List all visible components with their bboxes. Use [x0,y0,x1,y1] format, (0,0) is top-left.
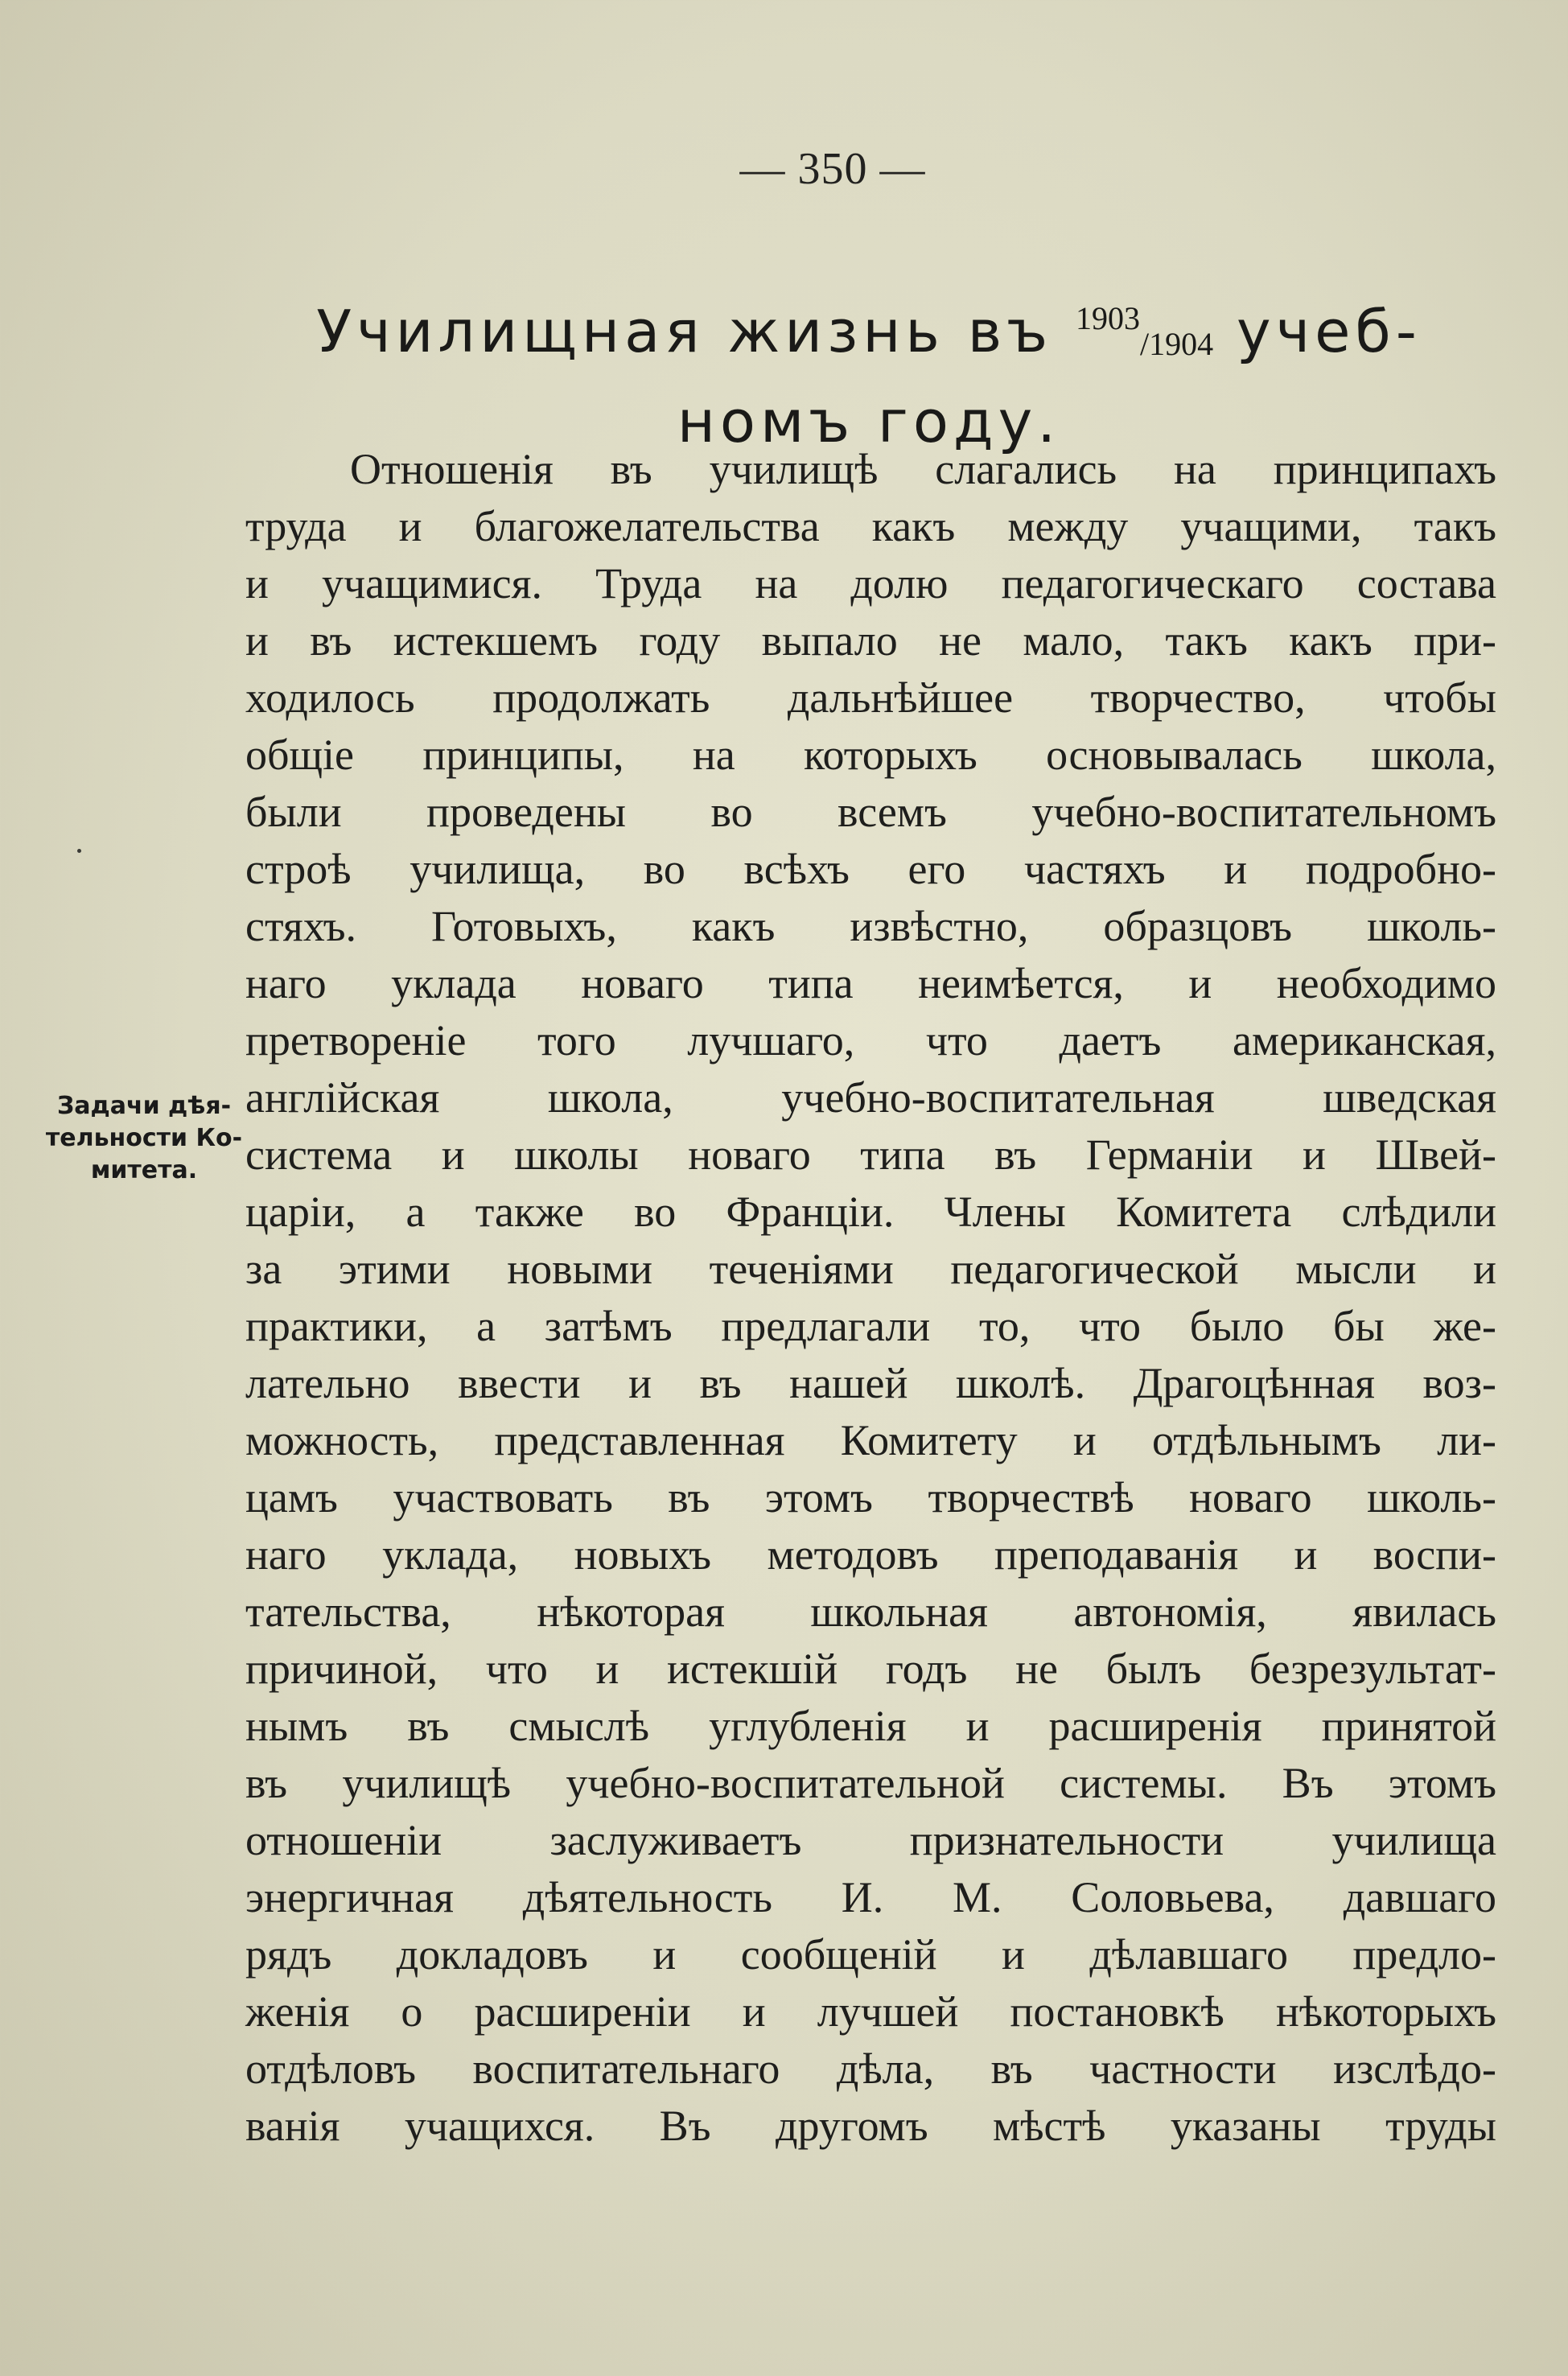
body-line: лательно ввести и въ нашей школѣ. Драгоцѣнная воз- [245,1359,1496,1407]
title-text-end: учеб- [1213,298,1422,365]
title-year-to: 1904 [1149,326,1214,362]
margin-note-line: тельности Ко- [45,1124,243,1152]
page-number: — 350 — [739,144,926,194]
body-line: система и школы новаго типа въ Германіи и Швей- [245,1130,1496,1179]
body-line: причиной, что и истекшій годъ не былъ безрезультат- [245,1645,1496,1693]
margin-note [40,1090,248,1187]
margin-note-line: митета. [90,1156,198,1184]
body-line: рядъ докладовъ и сообщеній и дѣлавшаго предло- [245,1930,1496,1979]
body-line: практики, а затѣмъ предлагали то, что было бы же- [245,1302,1496,1350]
chapter-title-line-1 [241,280,1496,383]
page-speck [77,849,81,853]
body-line: тательства, нѣкоторая школьная автономія, явилась [245,1587,1496,1636]
body-line: Отношенія въ училищѣ слагались на принципахъ [350,445,1496,493]
body-line: труда и благожелательства какъ между учащими, такъ [245,502,1496,550]
body-line: англійская школа, учебно-воспитательная шведская [245,1073,1496,1122]
title-year-from: 1903 [1075,300,1140,336]
body-line: и въ истекшемъ году выпало не мало, такъ какъ при- [245,616,1496,665]
body-line: претвореніе того лучшаго, что даетъ американская, [245,1016,1496,1064]
body-line: отношеніи заслуживаетъ признательности училища [245,1816,1496,1864]
body-line: наго уклада, новыхъ методовъ преподаванія и воспи- [245,1530,1496,1579]
body-paragraph [245,441,1496,2155]
margin-note-line: Задачи дѣя- [56,1092,232,1120]
body-line: наго уклада новаго типа неимѣется, и необходимо [245,959,1496,1007]
chapter-title [241,280,1496,460]
body-line: за этими новыми теченіями педагогической мысли и [245,1245,1496,1293]
body-line: царіи, а также во Франціи. Члены Комитета слѣдили [245,1188,1496,1236]
body-line: въ училищѣ учебно-воспитательной системы. Въ этомъ [245,1759,1496,1807]
body-line: строѣ училища, во всѣхъ его частяхъ и подробно- [245,845,1496,893]
body-line: нымъ въ смыслѣ углубленія и расширенія принятой [245,1702,1496,1750]
body-line: отдѣловъ воспитательнаго дѣла, въ частности изслѣдо- [245,2045,1496,2093]
body-line: ходилось продолжать дальнѣйшее творчество, чтобы [245,673,1496,722]
body-line: можность, представленная Комитету и отдѣльнымъ ли- [245,1416,1496,1464]
body-line: энергичная дѣятельность И. М. Соловьева, давшаго [245,1873,1496,1921]
body-line: цамъ участвовать въ этомъ творчествѣ новаго школь- [245,1473,1496,1522]
title-text-start: Училищная жизнь въ [316,298,1076,365]
chapter-title-line-2: номъ году. [677,388,1061,455]
body-line: ванія учащихся. Въ другомъ мѣстѣ указаны труды [245,2102,1496,2150]
body-line: и учащимися. Труда на долю педагогическаго состава [245,559,1496,607]
body-line: общіе принципы, на которыхъ основывалась школа, [245,731,1496,779]
title-year-separator: / [1139,326,1150,362]
body-line: были проведены во всемъ учебно-воспитательномъ [245,788,1496,836]
body-line: стяхъ. Готовыхъ, какъ извѣстно, образцовъ школь- [245,902,1496,950]
body-line: женія о расширеніи и лучшей постановкѣ нѣкоторыхъ [245,1987,1496,2036]
